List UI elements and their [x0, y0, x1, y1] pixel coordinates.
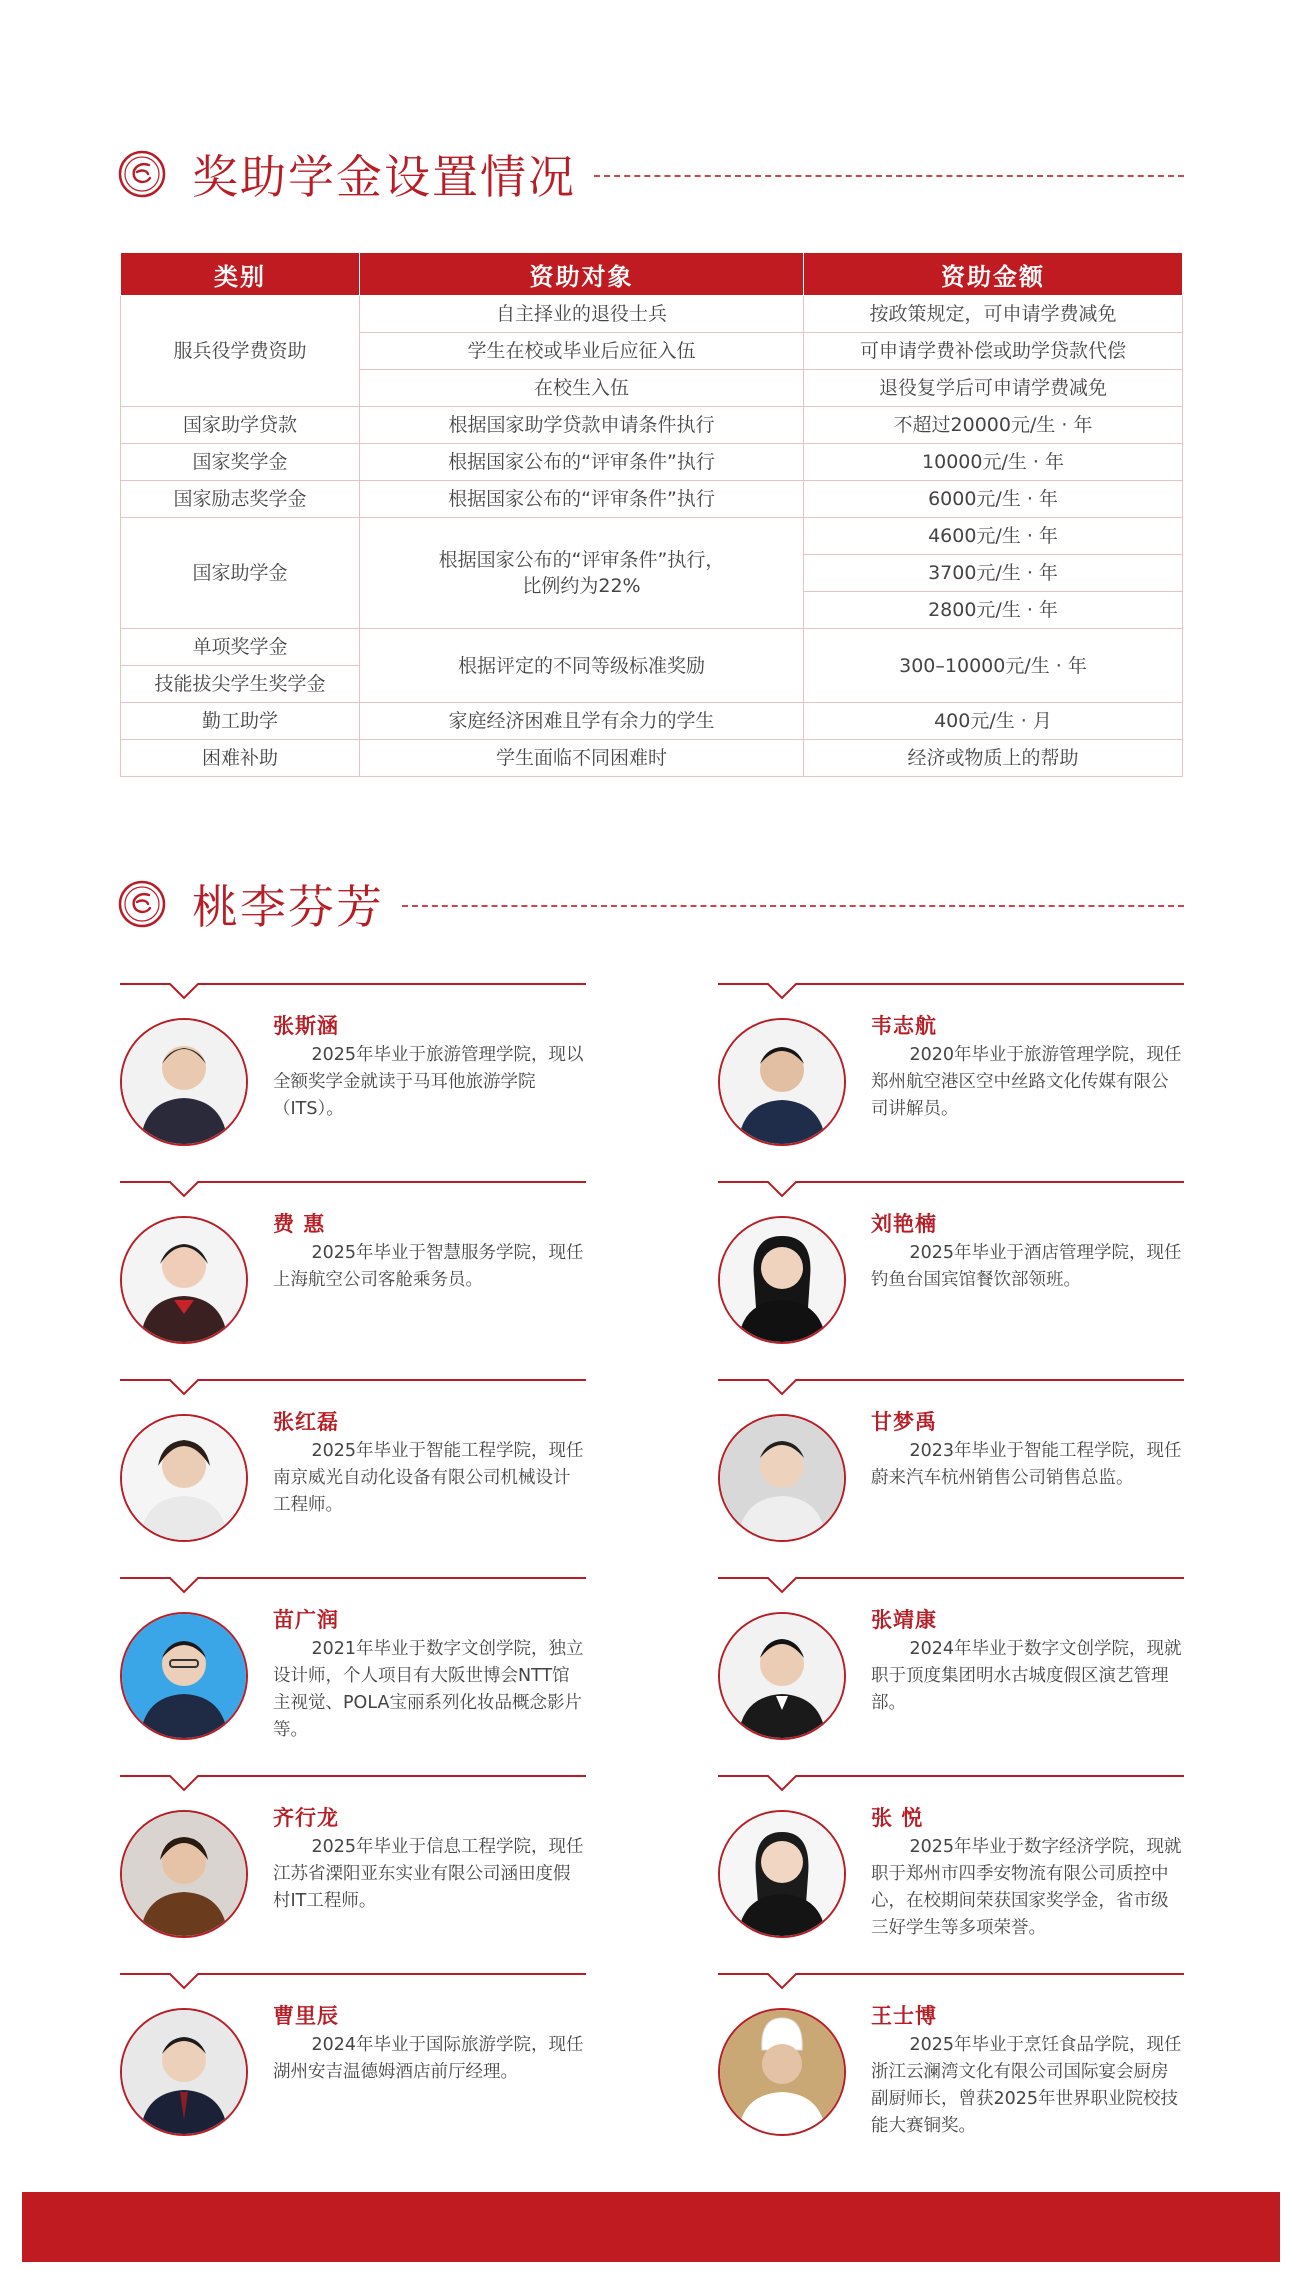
- table-cell-category: 国家励志奖学金: [121, 481, 360, 518]
- table-cell-amount: 可申请学费补偿或助学贷款代偿: [804, 333, 1183, 370]
- table-cell-target: [360, 518, 804, 629]
- alumni-card: [120, 1972, 586, 2142]
- alumni-desc: 2025年毕业于智能工程学院，现任南京威光自动化设备有限公司机械设计工程师。: [273, 1441, 584, 1515]
- section-divider: [402, 905, 1184, 907]
- avatar: [718, 1612, 846, 1740]
- avatar: [718, 1414, 846, 1542]
- card-divider: [718, 1378, 1184, 1406]
- alumni-card: [120, 982, 586, 1152]
- alumni-desc: 2025年毕业于数字经济学院，现就职于郑州市四季安物流有限公司质控中心，在校期间荣获国家奖学金，省市级三好学生等多项荣誉。: [871, 1837, 1182, 1938]
- card-divider: [120, 1180, 586, 1208]
- card-divider: [718, 1774, 1184, 1802]
- card-divider: [120, 982, 586, 1010]
- alumni-name: 韦志航: [871, 1014, 937, 1038]
- table-cell-amount: 经济或物质上的帮助: [804, 740, 1183, 777]
- alumni-name: 张斯涵: [273, 1014, 339, 1038]
- table-cell-target: 自主择业的退役士兵: [360, 296, 804, 333]
- alumni-name: 张 悦: [871, 1806, 924, 1830]
- avatar: [120, 1414, 248, 1542]
- alumni-name: 甘梦禹: [871, 1410, 937, 1434]
- grant-target-line2: 比例约为22%: [522, 575, 641, 597]
- alumni-desc: 2021年毕业于数字文创学院，独立设计师，个人项目有大阪世博会NTT馆主视觉、POLA宝丽系列化妆品概念影片等。: [273, 1639, 584, 1740]
- table-row: [121, 444, 1183, 481]
- avatar: [120, 1612, 248, 1740]
- school-logo-icon: [118, 150, 166, 198]
- alumni-name: 张靖康: [871, 1608, 937, 1632]
- alumni-card: [718, 982, 1184, 1152]
- alumni-card: [120, 1576, 586, 1746]
- card-divider: [718, 1972, 1184, 2000]
- table-cell-target: 在校生入伍: [360, 370, 804, 407]
- table-cell-amount: 不超过20000元/生 · 年: [804, 407, 1183, 444]
- card-divider: [718, 1576, 1184, 1604]
- card-divider: [718, 982, 1184, 1010]
- alumni-desc: 2024年毕业于国际旅游学院，现任湖州安吉温德姆酒店前厅经理。: [273, 2035, 584, 2082]
- avatar: [120, 1018, 248, 1146]
- alumni-desc: 2025年毕业于智慧服务学院，现任上海航空公司客舱乘务员。: [273, 1243, 584, 1290]
- alumni-card: [120, 1378, 586, 1548]
- alumni-desc: 2025年毕业于旅游管理学院，现以全额奖学金就读于马耳他旅游学院（ITS）。: [273, 1045, 584, 1119]
- alumni-desc: 2025年毕业于烹饪食品学院，现任浙江云澜湾文化有限公司国际宴会厨房副厨师长，曾获2025年世界职业院校技能大赛铜奖。: [871, 2035, 1182, 2136]
- table-row: [121, 481, 1183, 518]
- section-title-scholarships: [118, 144, 1184, 204]
- section-title-alumni: [118, 874, 1184, 934]
- school-logo-icon: [118, 880, 166, 928]
- header-target: 资助对象: [360, 253, 804, 296]
- alumni-name: 王士博: [871, 2004, 937, 2028]
- table-cell-category: 国家助学金: [121, 518, 360, 629]
- table-header-row: [121, 253, 1183, 296]
- header-category: 类别: [121, 253, 360, 296]
- grant-target-line1: 根据国家公布的“评审条件”执行，: [438, 549, 725, 571]
- table-cell-amount: 6000元/生 · 年: [804, 481, 1183, 518]
- alumni-card: [120, 1774, 586, 1944]
- table-cell-target: 家庭经济困难且学有余力的学生: [360, 703, 804, 740]
- card-divider: [120, 1378, 586, 1406]
- table-cell-category: 单项奖学金: [121, 629, 360, 666]
- section-title-text: 桃李芬芳: [192, 880, 384, 934]
- avatar: [718, 1810, 846, 1938]
- avatar: [120, 2008, 248, 2136]
- table-cell-category: 服兵役学费资助: [121, 296, 360, 407]
- alumni-card: [718, 1972, 1184, 2142]
- alumni-card: [718, 1774, 1184, 1944]
- table-row: [121, 407, 1183, 444]
- alumni-card: [718, 1576, 1184, 1746]
- card-divider: [120, 1972, 586, 2000]
- table-cell-amount: 退役复学后可申请学费减免: [804, 370, 1183, 407]
- table-cell-category: 技能拔尖学生奖学金: [121, 666, 360, 703]
- scholarship-table: [120, 252, 1183, 777]
- alumni-desc: 2023年毕业于智能工程学院，现任蔚来汽车杭州销售公司销售总监。: [871, 1441, 1182, 1488]
- card-divider: [718, 1180, 1184, 1208]
- alumni-name: 刘艳楠: [871, 1212, 937, 1236]
- alumni-card: [120, 1180, 586, 1350]
- table-row: [121, 740, 1183, 777]
- avatar: [120, 1216, 248, 1344]
- table-row: [121, 296, 1183, 333]
- avatar: [718, 1216, 846, 1344]
- section-divider: [594, 175, 1184, 177]
- alumni-desc: 2020年毕业于旅游管理学院，现任郑州航空港区空中丝路文化传媒有限公司讲解员。: [871, 1045, 1182, 1119]
- table-cell-amount: 4600元/生 · 年: [804, 518, 1183, 555]
- alumni-name: 苗广润: [273, 1608, 339, 1632]
- alumni-card: [718, 1180, 1184, 1350]
- alumni-name: 费 惠: [273, 1212, 326, 1236]
- alumni-desc: 2025年毕业于酒店管理学院，现任钓鱼台国宾馆餐饮部领班。: [871, 1243, 1182, 1290]
- table-row: [121, 518, 1183, 555]
- card-divider: [120, 1576, 586, 1604]
- card-divider: [120, 1774, 586, 1802]
- table-cell-target: 根据国家公布的“评审条件”执行: [360, 481, 804, 518]
- alumni-name: 曹里辰: [273, 2004, 339, 2028]
- table-cell-amount: 2800元/生 · 年: [804, 592, 1183, 629]
- table-cell-amount: 按政策规定，可申请学费减免: [804, 296, 1183, 333]
- footer-bar: [22, 2192, 1280, 2262]
- section-title-text: 奖助学金设置情况: [192, 150, 576, 204]
- alumni-desc: 2025年毕业于信息工程学院，现任江苏省溧阳亚东实业有限公司涵田度假村IT工程师。: [273, 1837, 584, 1911]
- table-cell-amount: 300–10000元/生 · 年: [804, 629, 1183, 703]
- alumni-desc: 2024年毕业于数字文创学院，现就职于顶度集团明水古城度假区演艺管理部。: [871, 1639, 1182, 1713]
- table-cell-target: 根据国家公布的“评审条件”执行: [360, 444, 804, 481]
- header-amount: 资助金额: [804, 253, 1183, 296]
- table-cell-amount: 3700元/生 · 年: [804, 555, 1183, 592]
- alumni-name: 齐行龙: [273, 1806, 339, 1830]
- table-cell-target: 根据国家助学贷款申请条件执行: [360, 407, 804, 444]
- table-cell-amount: 10000元/生 · 年: [804, 444, 1183, 481]
- alumni-card: [718, 1378, 1184, 1548]
- table-cell-target: 学生面临不同困难时: [360, 740, 804, 777]
- avatar: [120, 1810, 248, 1938]
- table-cell-amount: 400元/生 · 月: [804, 703, 1183, 740]
- alumni-name: 张红磊: [273, 1410, 339, 1434]
- avatar: [718, 2008, 846, 2136]
- table-cell-target: 根据评定的不同等级标准奖励: [360, 629, 804, 703]
- avatar: [718, 1018, 846, 1146]
- table-cell-target: 学生在校或毕业后应征入伍: [360, 333, 804, 370]
- table-row: [121, 703, 1183, 740]
- table-cell-category: 国家奖学金: [121, 444, 360, 481]
- table-row: [121, 629, 1183, 666]
- table-cell-category: 国家助学贷款: [121, 407, 360, 444]
- table-cell-category: 勤工助学: [121, 703, 360, 740]
- table-cell-category: 困难补助: [121, 740, 360, 777]
